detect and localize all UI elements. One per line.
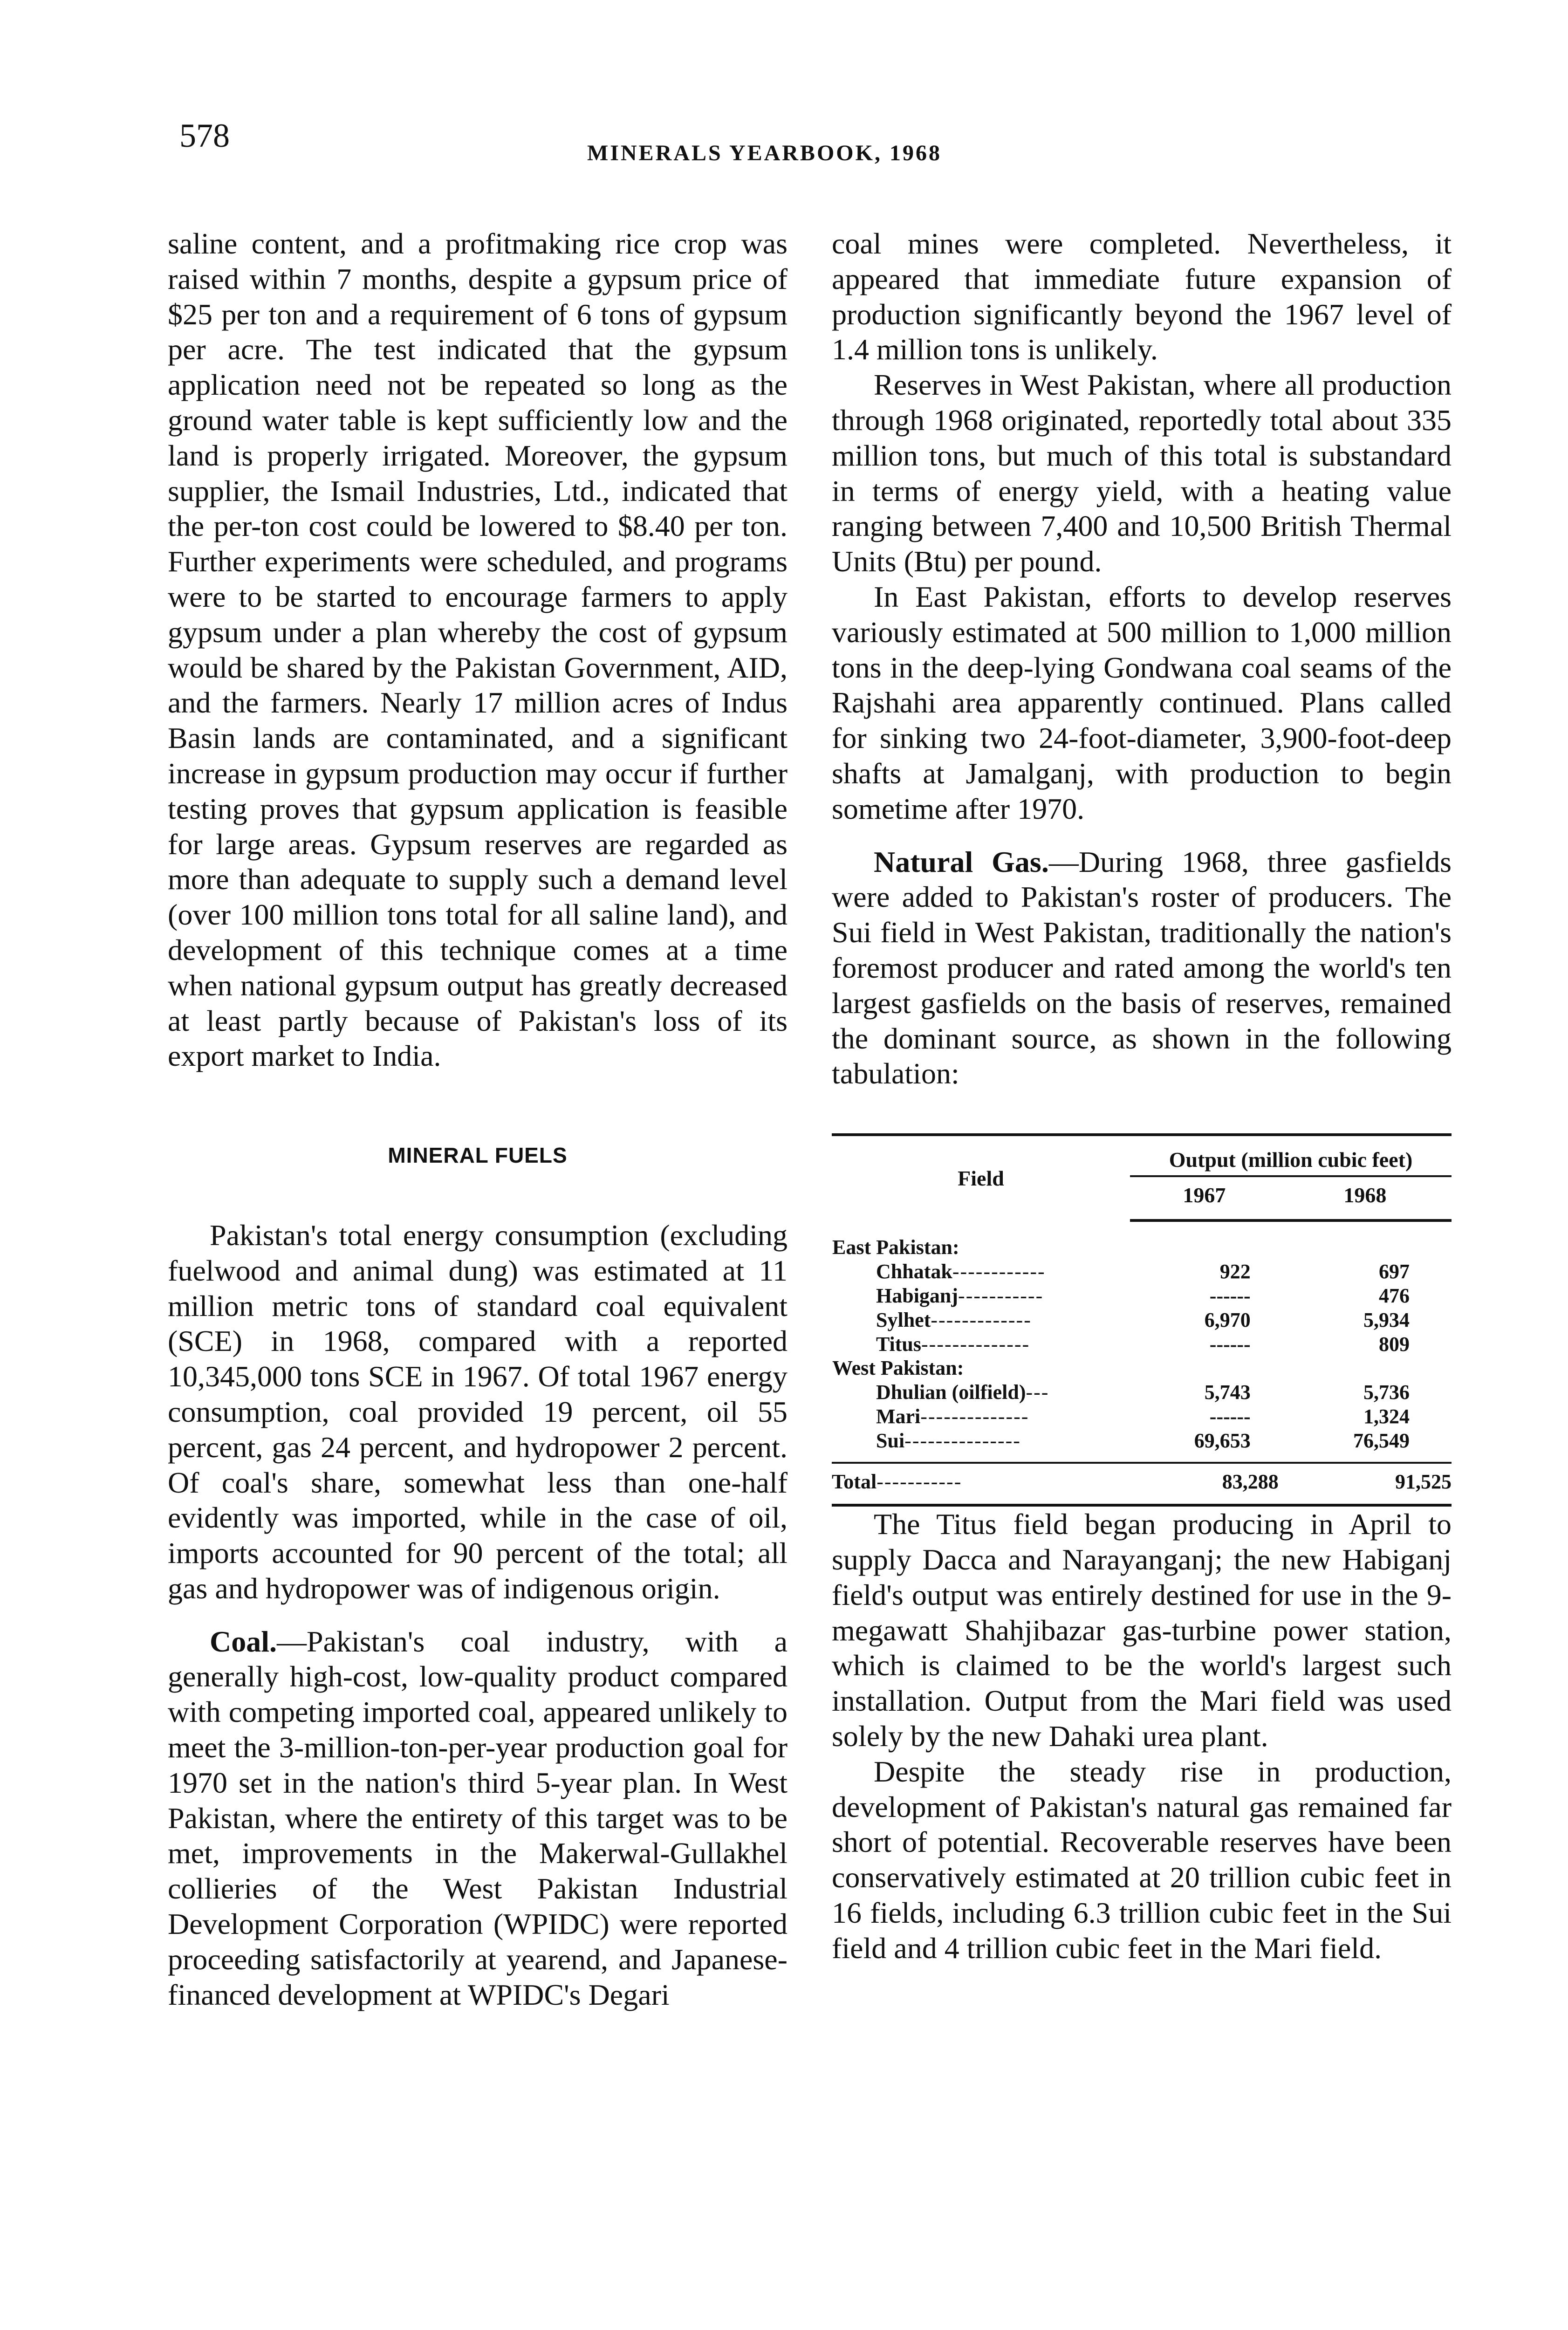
total-1967: 83,288 xyxy=(1130,1463,1279,1505)
table-row xyxy=(832,1284,1452,1308)
table-region-row xyxy=(832,1220,1452,1260)
paragraph-text: —During 1968, three gasfields were added to Pakistan's roster of producers. The Sui field in West Pakistan, traditionally the nation's foremost producer and rated among the world's ten largest gasfields on the basis of reserves, remained the dominant source, as shown in the following tabulation: xyxy=(832,845,1452,1090)
table-row xyxy=(832,1380,1452,1405)
field-name: Chhatak------------ xyxy=(876,1260,1046,1283)
field-name: Dhulian (oilfield)--- xyxy=(876,1381,1049,1404)
value-1968: 476 xyxy=(1379,1284,1410,1308)
value-1967: 69,653 xyxy=(1194,1429,1251,1453)
paragraph: saline content, and a profitmaking rice crop was raised within 7 months, despite a gypsum price of $25 per ton and a requirement of 6 tons of gypsum per acre. The test indicated that the gypsum application need not be repeated so long as the ground water table is kept sufficiently low and the land is properly irrigated. Moreover, the gypsum supplier, the Ismail Industries, Ltd., indicated that the per-ton cost could be lowered to $8.40 per ton. Further experiments were scheduled, and programs were to be started to encourage farmers to apply gypsum under a plan whereby the cost of gypsum would be shared by the Pakistan Government, AID, and the farmers. Nearly 17 million acres of Indus Basin lands are contaminated, and a significant increase in gypsum production may occur if further testing proves that gypsum application is feasible for large areas. Gypsum reserves are regarded as more than adequate to supply such a demand level (over 100 million tons total for all saline land), and development of this technique comes at a time when national gypsum output has greatly decreased at least partly because of Pakistan's loss of its export market to India. xyxy=(168,227,787,1073)
gas-output-table xyxy=(832,1133,1452,1507)
paragraph-coal xyxy=(168,1624,787,2013)
total-label: Total----------- xyxy=(832,1463,1130,1505)
column-header-field: Field xyxy=(832,1135,1130,1220)
table-row xyxy=(832,1260,1452,1284)
left-column xyxy=(168,226,787,2012)
paragraph: In East Pakistan, efforts to develop reserves variously estimated at 500 million to 1,000 million tons in the deep-lying Gondwana coal seams of the Rajshahi area apparently continued. Plans called for sinking two 24-foot-diameter, 3,900-foot-deep shafts at Jamalganj, with production to begin sometime after 1970. xyxy=(832,580,1452,825)
value-1968: 76,549 xyxy=(1353,1429,1410,1453)
gas-output-table-wrap xyxy=(832,1133,1452,1507)
paragraph-text: —Pakistan's coal industry, with a generally high-cost, low-quality product compared with competing imported coal, appeared unlikely to meet the 3-million-ton-per-year production goal for 1970 set in the nation's third 5-year plan. In West Pakistan, where the entirety of this target was to be met, improvements in the Makerwal-Gullakhel collieries of the West Pakistan Industrial Development Corporation (WPIDC) were reported proceeding satisfactorily at yearend, and Japanese-financed development at WPIDC's Degari xyxy=(168,1624,787,2011)
paragraph: coal mines were completed. Nevertheless, it appeared that immediate future expansion of production significantly beyond the 1967 level of 1.4 million tons is unlikely. xyxy=(832,227,1452,366)
run-in-heading-coal: Coal. xyxy=(210,1624,277,1658)
paragraph: Pakistan's total energy consumption (excluding fuelwood and animal dung) was estimated at 11 million metric tons of standard coal equivalent (SCE) in 1968, compared with a reported 10,345,000 tons SCE in 1967. Of total 1967 energy consumption, coal provided 19 percent, oil 55 percent, gas 24 percent, and hydropower 2 percent. Of coal's share, somewhat less than one-half evidently was imported, while in the case of oil, imports accounted for 90 percent of the total; all gas and hydropower was of indigenous origin. xyxy=(168,1218,787,1605)
value-1967: 5,743 xyxy=(1204,1381,1251,1404)
running-head: MINERALS YEARBOOK, 1968 xyxy=(587,141,942,165)
value-1967: 6,970 xyxy=(1204,1309,1251,1332)
run-in-heading-natural-gas: Natural Gas. xyxy=(874,845,1049,878)
value-1968: 809 xyxy=(1379,1333,1410,1356)
column-header-1967: 1967 xyxy=(1130,1176,1279,1220)
value-1968: 5,934 xyxy=(1363,1309,1410,1332)
table-row xyxy=(832,1332,1452,1357)
table-row xyxy=(832,1405,1452,1429)
table-row xyxy=(832,1429,1452,1463)
field-name: Titus-------------- xyxy=(876,1333,1030,1356)
value-1967: ------ xyxy=(1209,1284,1251,1308)
field-name: Sylhet------------- xyxy=(876,1309,1032,1332)
region-label: West Pakistan: xyxy=(832,1357,964,1380)
value-1968: 1,324 xyxy=(1363,1405,1410,1428)
value-1968: 697 xyxy=(1379,1260,1410,1283)
value-1967: 922 xyxy=(1219,1260,1251,1283)
paragraph: Reserves in West Pakistan, where all production through 1968 originated, reportedly total about 335 million tons, but much of this total is substandard in terms of energy yield, with a heating value ranging between 7,400 and 10,500 British Thermal Units (Btu) per pound. xyxy=(832,368,1452,578)
field-name: Sui--------------- xyxy=(876,1429,1021,1453)
section-heading: MINERAL FUELS xyxy=(388,1143,568,1168)
paragraph: The Titus field began producing in April to supply Dacca and Narayanganj; the new Habiganj field's output was entirely destined for use in the 9-megawatt Shahjibazar gas-turbine power station, which is claimed to be the world's largest such installation. Output from the Mari field was used solely by the new Dahaki urea plant. xyxy=(832,1508,1452,1753)
field-name: Habiganj----------- xyxy=(876,1284,1044,1308)
table-header-row xyxy=(832,1135,1452,1176)
table-total-row xyxy=(832,1463,1452,1505)
column-header-1968: 1968 xyxy=(1279,1176,1452,1220)
right-column xyxy=(832,226,1452,1966)
value-1968: 5,736 xyxy=(1363,1381,1410,1404)
total-1968: 91,525 xyxy=(1279,1463,1452,1505)
region-label: East Pakistan: xyxy=(832,1236,959,1259)
table-row xyxy=(832,1308,1452,1332)
paragraph: Despite the steady rise in production, development of Pakistan's natural gas remained far short of potential. Recoverable reserves have been conservatively estimated at 20 trillion cubic feet in 16 fields, including 6.3 trillion cubic feet in the Sui field and 4 trillion cubic feet in the Mari field. xyxy=(832,1754,1452,1965)
page-number: 578 xyxy=(179,117,230,154)
field-name: Mari-------------- xyxy=(876,1405,1029,1428)
table-region-row xyxy=(832,1357,1452,1380)
value-1967: ------ xyxy=(1209,1405,1251,1428)
column-header-output: Output (million cubic feet) xyxy=(1130,1135,1452,1176)
paragraph-natural-gas xyxy=(832,844,1452,1092)
value-1967: ------ xyxy=(1209,1333,1251,1356)
